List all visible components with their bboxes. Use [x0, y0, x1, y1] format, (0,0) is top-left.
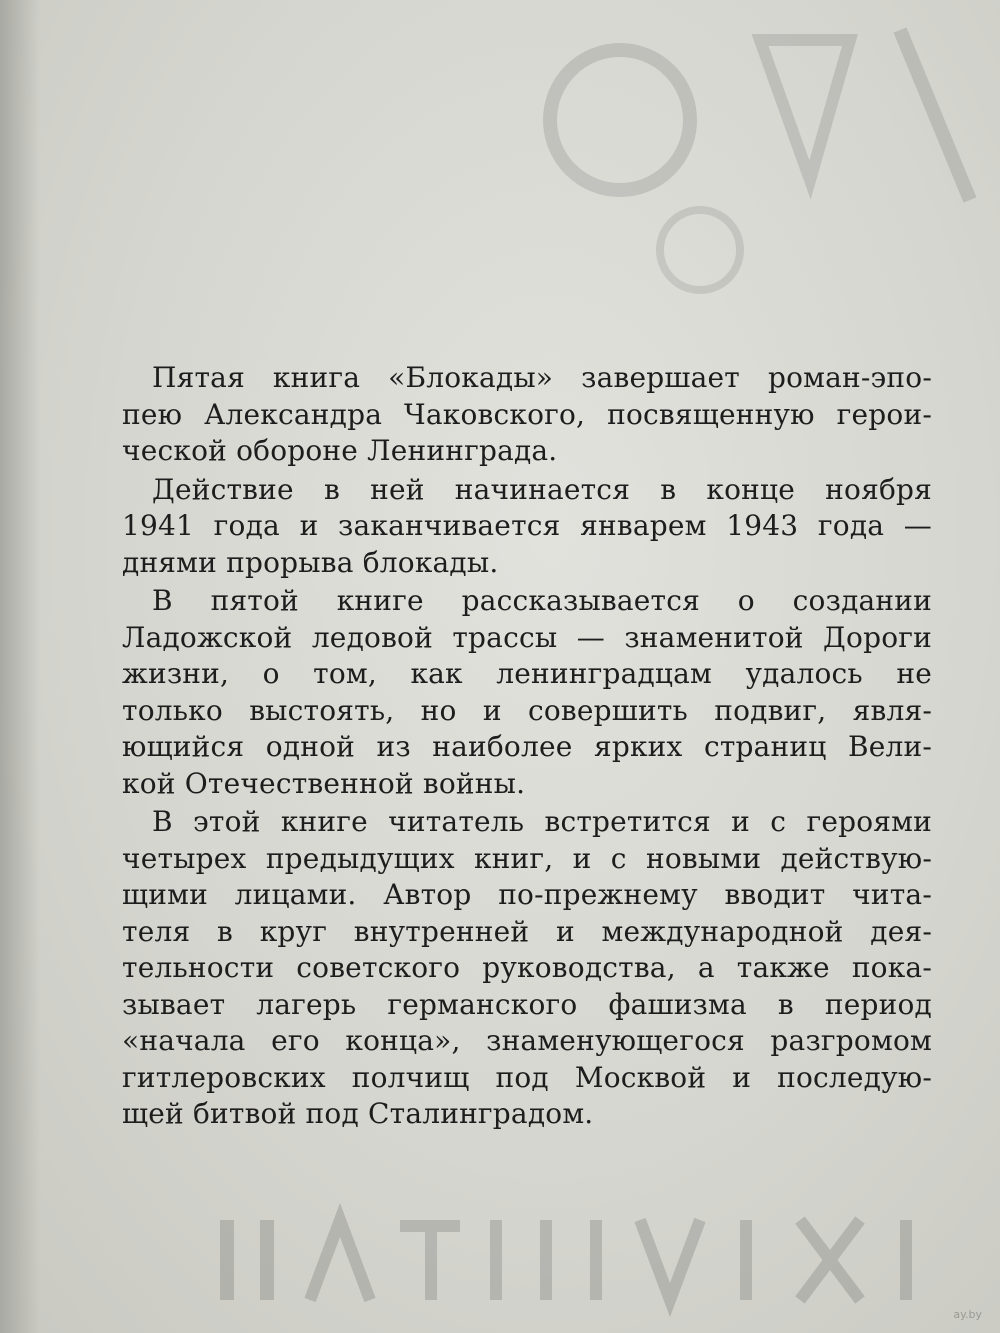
text-line: гитлеровских полчищ под Москвой и последую-: [122, 1060, 932, 1094]
paragraph: [122, 360, 932, 470]
paragraph: [122, 472, 932, 582]
text-line: «начала его конца», знаменующегося разгромом: [122, 1024, 932, 1057]
show-through-print-bottom: [200, 1180, 980, 1320]
annotation-text: [122, 360, 932, 1135]
text-line: щими лицами. Автор по-прежнему вводит чита-: [122, 878, 932, 911]
text-line: ческой обороне Ленинграда.: [122, 434, 558, 467]
text-line: 1941 года и заканчивается январем 1943 года —: [122, 509, 932, 542]
text-line: четырех предыдущих книг, и с новыми действую-: [122, 841, 932, 875]
text-line: зывает лагерь германского фашизма в период: [122, 987, 932, 1021]
text-line: пею Александра Чаковского, посвященную герои-: [122, 397, 932, 431]
watermark: ay.by: [953, 1308, 982, 1321]
text-line: только выстоять, но и совершить подвиг, явля-: [122, 693, 932, 727]
text-line: Пятая книга «Блокады» завершает роман-эпо-: [152, 361, 932, 394]
text-line: щей битвой под Сталинградом.: [122, 1097, 594, 1130]
text-line: тельности советского руководства, а также пока-: [122, 951, 932, 984]
page-gutter-shadow: [0, 0, 40, 1333]
text-line: днями прорыва блокады.: [122, 545, 499, 579]
text-line: теля в круг внутренней и международной дея-: [122, 914, 932, 948]
text-line: В пятой книге рассказывается о создании: [152, 584, 932, 617]
text-line: Действие в ней начинается в конце ноября: [152, 472, 932, 506]
paragraph: [122, 583, 932, 802]
text-line: ющийся одной из наиболее ярких страниц Вели-: [122, 730, 932, 763]
paragraph: [122, 804, 932, 1133]
text-line: Ладожской ледовой трассы — знаменитой Дороги: [122, 620, 932, 654]
text-line: В этой книге читатель встретится и с героями: [152, 805, 932, 838]
text-line: жизни, о том, как ленинградцам удалось не: [122, 657, 932, 690]
text-line: кой Отечественной войны.: [122, 766, 526, 800]
show-through-print-top: [430, 0, 990, 300]
